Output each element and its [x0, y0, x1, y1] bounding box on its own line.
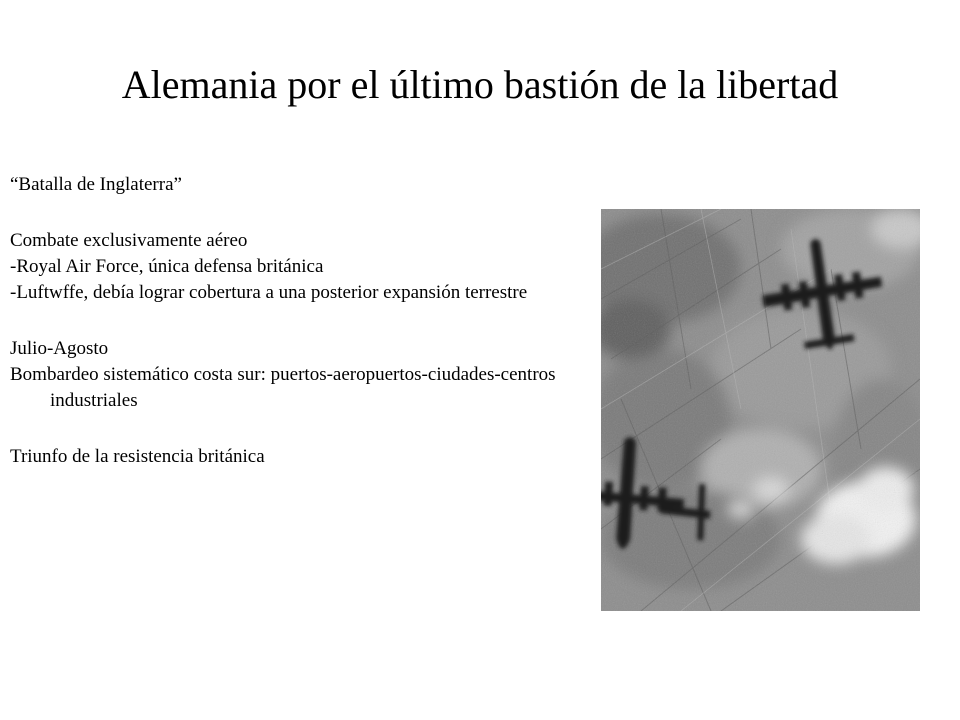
- air-combat-line: Combate exclusivamente aéreo: [10, 230, 248, 251]
- slide-body: [10, 172, 595, 470]
- spacer: [10, 414, 595, 444]
- luftwaffe-line: -Luftwffe, debía lograr cobertura a una posterior expansión terrestre: [10, 282, 528, 303]
- raf-line: -Royal Air Force, única defensa británica: [10, 256, 324, 277]
- spacer: [10, 198, 595, 228]
- period-line: Julio-Agosto: [10, 338, 109, 359]
- slide-title: Alemania por el último bastión de la libertad: [121, 62, 839, 107]
- outcome-line: Triunfo de la resistencia británica: [10, 446, 265, 467]
- spacer: [10, 306, 595, 336]
- aerial-bombers-photo: [601, 209, 920, 611]
- bombing-line: Bombardeo sistemático costa sur: puertos-aeropuertos-ciudades-centros industriales: [10, 364, 556, 411]
- battle-name-line: “Batalla de Inglaterra”: [10, 174, 182, 195]
